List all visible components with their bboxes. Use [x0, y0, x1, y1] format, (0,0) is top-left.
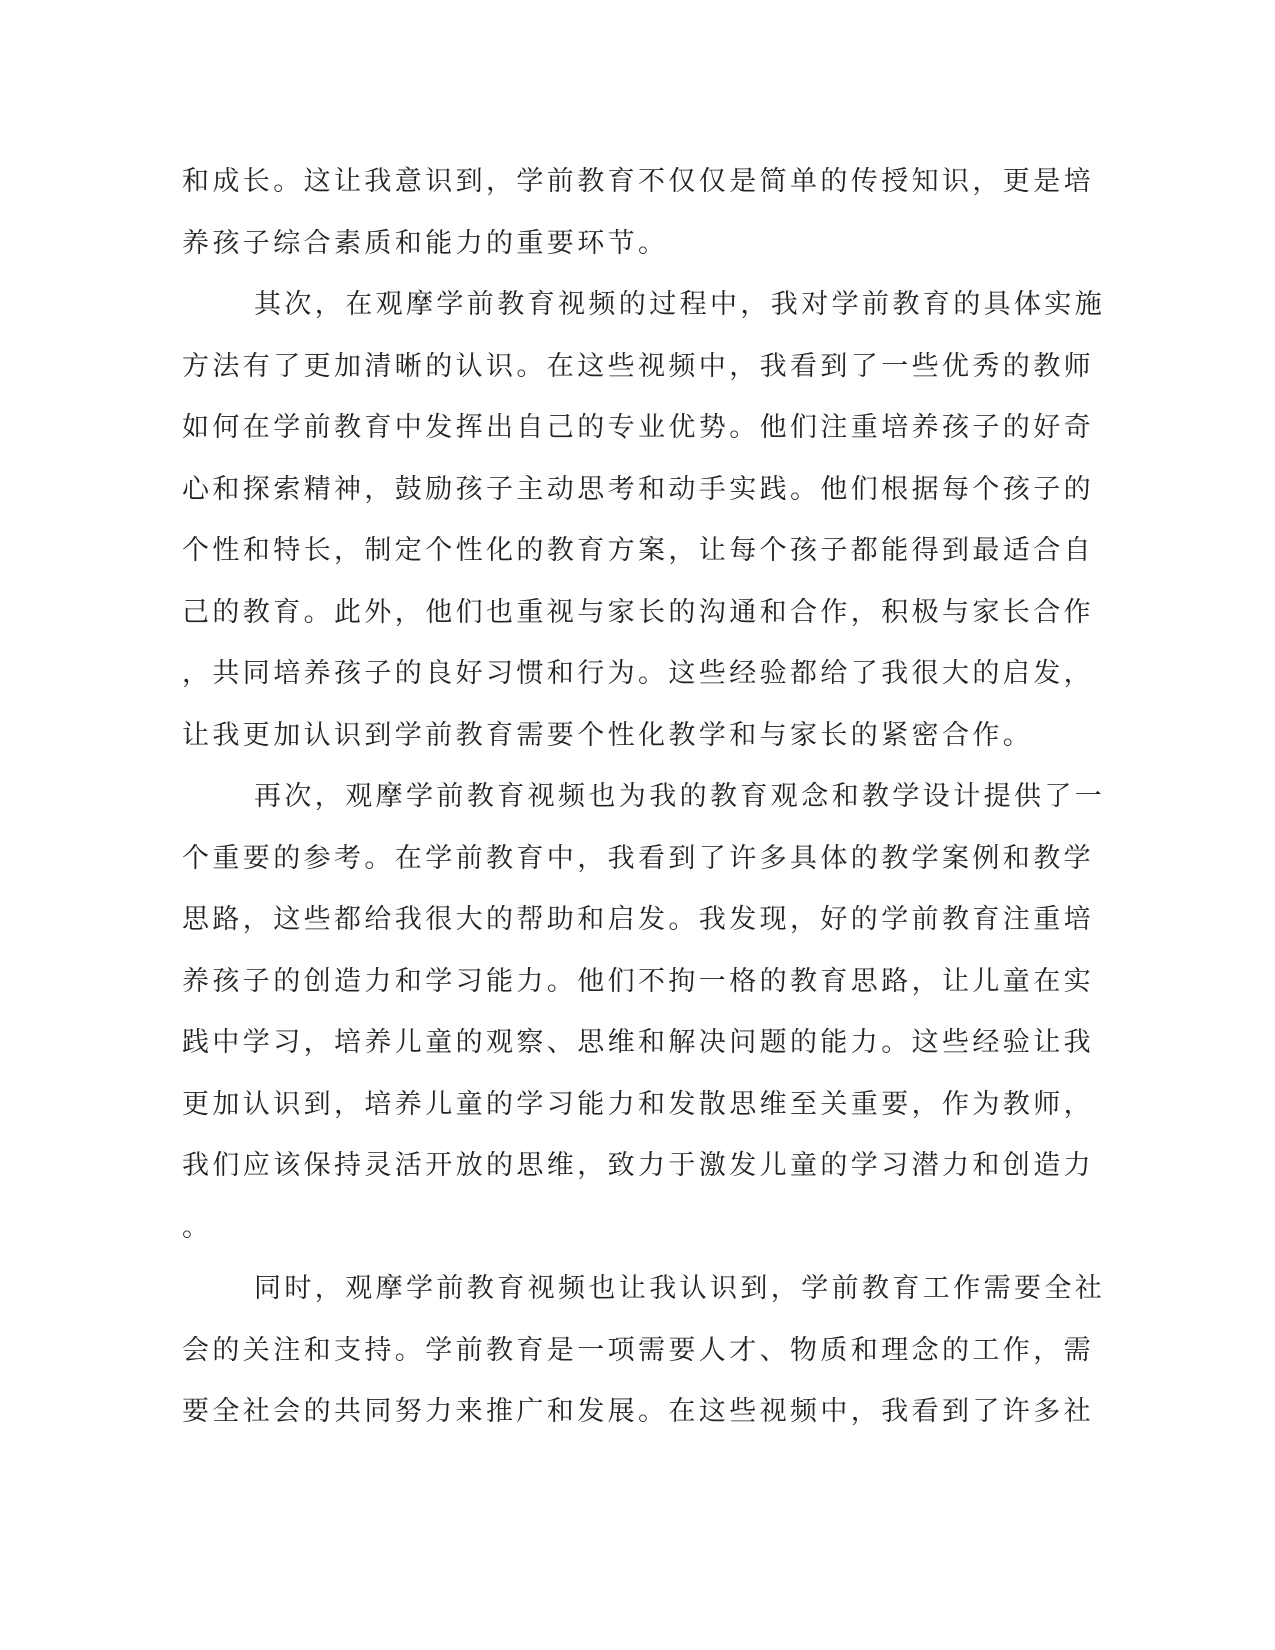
- body-text: [182, 154, 1106, 1446]
- text-line: 我们应该保持灵活开放的思维，致力于激发儿童的学习潜力和创造力: [182, 1150, 1094, 1181]
- text-line: 会的关注和支持。学前教育是一项需要人才、物质和理念的工作，需: [182, 1334, 1094, 1366]
- text-line: 让我更加认识到学前教育需要个性化教学和与家长的紧密合作。: [182, 719, 1034, 751]
- text-line: 如何在学前教育中发挥出自己的专业优势。他们注重培养孩子的好奇: [182, 412, 1094, 443]
- text-line: 养孩子的创造力和学习能力。他们不拘一格的教育思路，让儿童在实: [182, 965, 1094, 997]
- text-line: 和成长。这让我意识到，学前教育不仅仅是简单的传授知识，更是培: [182, 166, 1094, 197]
- text-line: 个性和特长，制定个性化的教育方案，让每个孩子都能得到最适合自: [182, 535, 1094, 566]
- text-line: 践中学习，培养儿童的观察、思维和解决问题的能力。这些经验让我: [182, 1027, 1094, 1058]
- paragraph: [182, 277, 1106, 769]
- text-line: 方法有了更加清晰的认识。在这些视频中，我看到了一些优秀的教师: [182, 350, 1094, 382]
- text-line: 心和探索精神，鼓励孩子主动思考和动手实践。他们根据每个孩子的: [182, 473, 1094, 505]
- text-line: 要全社会的共同努力来推广和发展。在这些视频中，我看到了许多社: [182, 1396, 1094, 1427]
- paragraph: [182, 769, 1106, 1261]
- paragraph: [182, 154, 1094, 277]
- text-line: 个重要的参考。在学前教育中，我看到了许多具体的教学案例和教学: [182, 842, 1094, 874]
- text-line: 养孩子综合素质和能力的重要环节。: [182, 227, 669, 259]
- text-line: 。: [182, 1211, 213, 1243]
- text-line: 思路，这些都给我很大的帮助和启发。我发现，好的学前教育注重培: [182, 904, 1094, 935]
- paragraph: [182, 1261, 1106, 1446]
- text-line: 再次，观摩学前教育视频也为我的教育观念和教学设计提供了一: [254, 781, 1106, 812]
- text-line: 更加认识到，培养儿童的学习能力和发散思维至关重要，作为教师，: [182, 1088, 1094, 1120]
- text-line: 己的教育。此外，他们也重视与家长的沟通和合作，积极与家长合作: [182, 596, 1094, 628]
- text-line: 同时，观摩学前教育视频也让我认识到，学前教育工作需要全社: [254, 1273, 1106, 1304]
- text-line: ，共同培养孩子的良好习惯和行为。这些经验都给了我很大的启发，: [182, 658, 1094, 689]
- text-line: 其次，在观摩学前教育视频的过程中，我对学前教育的具体实施: [254, 289, 1106, 320]
